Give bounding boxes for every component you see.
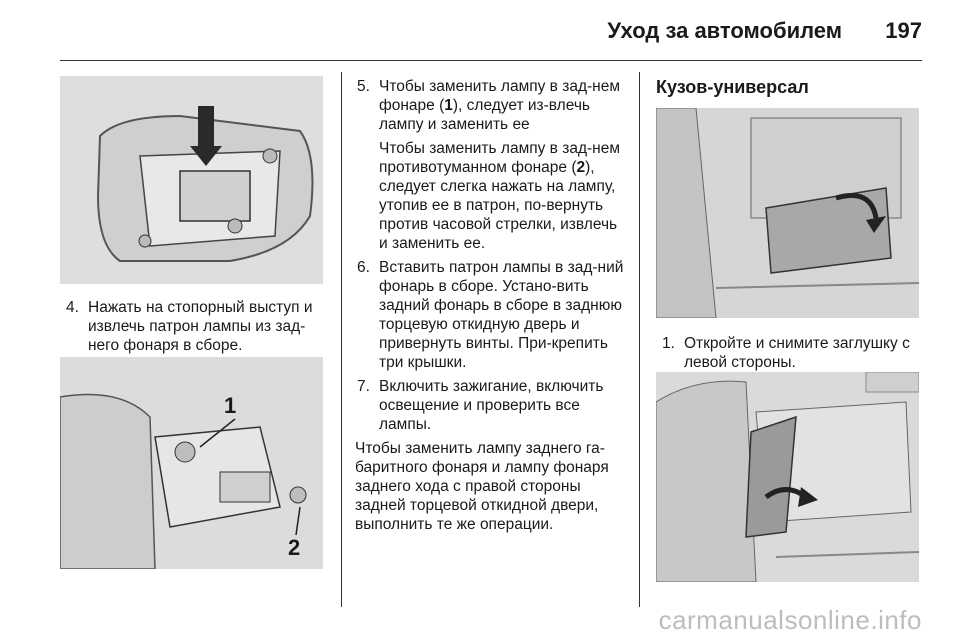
callout-label-2: 2 [288,535,301,560]
step-5-number: 5. [357,78,370,95]
step-7 [355,377,630,434]
trunk-cover-drawing [656,108,919,318]
illustration-trunk-cover [656,108,919,318]
trunk-side-cover-drawing [656,372,919,582]
illustration-trunk-side-cover [656,372,919,582]
page-header-title: Уход за автомобилем [607,18,842,43]
step-6-number: 6. [357,259,370,276]
watermark: carmanualsonline.info [658,605,922,635]
step-6 [355,258,630,372]
bulb-holder-drawing [60,357,323,569]
column-divider-2 [639,72,640,607]
step-4-text: Нажать на стопорный выступ и извлечь патрон лампы из зад-него фонаря в сборе. [88,299,313,354]
illustration-tail-light-removal [60,76,323,284]
step-1-number: 1. [662,335,675,352]
column-divider-1 [341,72,342,607]
step-4 [64,298,334,355]
step-5-text-a: Чтобы заменить лампу в зад-нем фонаре (1), следует из-влечь лампу и заменить ее [379,78,620,133]
tail-light-drawing [60,76,323,284]
step-1 [660,334,922,372]
step-7-number: 7. [357,378,370,395]
header-rule [60,60,922,61]
page-number: 197 [885,18,922,43]
step-7-text: Включить зажигание, включить освещение и проверить все лампы. [379,378,604,433]
step-1-text: Откройте и снимите заглушку с левой стороны. [684,335,910,371]
section-title: Кузов-универсал [656,77,809,97]
step-6-text: Вставить патрон лампы в зад-ний фонарь в сборе. Устано-вить задний фонарь в сборе в заднюю торцевую откидную дверь и привернуть винты. При-крепить три крышки. [379,259,624,371]
callout-label-1: 1 [224,393,237,418]
body-paragraph: Чтобы заменить лампу заднего га-баритного фонаря и лампу фонаря заднего хода с правой стороны задней торцевой откидной двери, выполнить те же операции. [355,440,609,533]
step-4-number: 4. [66,299,79,316]
step-5-text-b: Чтобы заменить лампу в зад-нем противотуманном фонаре (2), следует слегка нажать на лампу, утопив ее в патрон, по-вернуть против часовой стрелки, извлечь и заменить ее. [379,140,620,252]
step-5 [355,77,630,253]
illustration-bulb-holder [60,357,323,569]
